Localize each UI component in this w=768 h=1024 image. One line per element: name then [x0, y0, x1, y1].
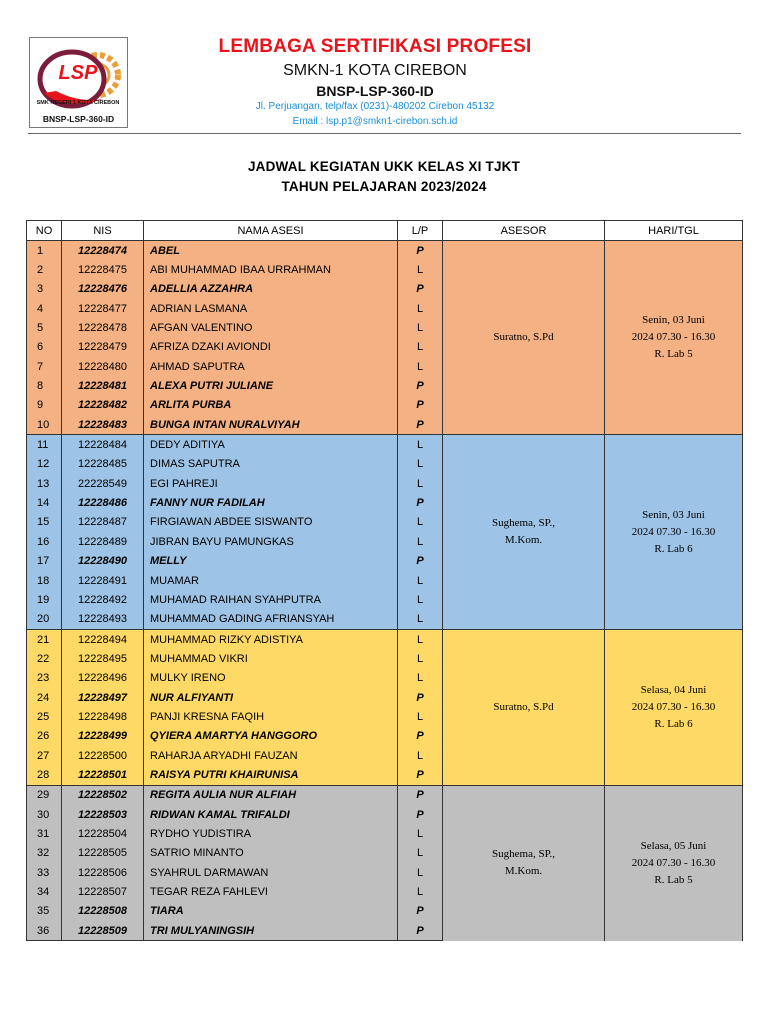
row-name: PANJI KRESNA FAQIH — [144, 707, 398, 726]
row-name: MUAMAR — [144, 571, 398, 590]
row-name: MUHAMMAD GADING AFRIANSYAH — [144, 610, 398, 630]
row-gender: L — [398, 260, 443, 279]
row-name: FIRGIAWAN ABDEE SISWANTO — [144, 513, 398, 532]
row-no: 10 — [27, 415, 62, 435]
row-no: 29 — [27, 785, 62, 805]
row-gender: P — [398, 376, 443, 395]
row-no: 7 — [27, 357, 62, 376]
table-row — [27, 785, 743, 805]
row-gender: P — [398, 765, 443, 785]
row-no: 5 — [27, 318, 62, 337]
row-name: ABI MUHAMMAD IBAA URRAHMAN — [144, 260, 398, 279]
row-nis: 12228483 — [62, 415, 144, 435]
row-no: 19 — [27, 590, 62, 609]
row-nis: 12228496 — [62, 669, 144, 688]
row-nis: 12228503 — [62, 805, 144, 824]
row-nis: 12228478 — [62, 318, 144, 337]
row-gender: L — [398, 824, 443, 843]
row-name: SYAHRUL DARMAWAN — [144, 863, 398, 882]
row-nis: 12228485 — [62, 455, 144, 474]
svg-text:LSP: LSP — [58, 62, 98, 84]
table-row — [27, 629, 743, 649]
logo-caption: BNSP-LSP-360-ID — [42, 114, 115, 124]
row-gender: L — [398, 669, 443, 688]
col-header-name: NAMA ASESI — [144, 221, 398, 241]
row-nis: 22228549 — [62, 474, 144, 493]
row-no: 8 — [27, 376, 62, 395]
asesor-name-line: M.Kom. — [504, 865, 543, 878]
row-nis: 12228474 — [62, 241, 144, 261]
schedule-line: 2024 07.30 - 16.30 — [631, 856, 716, 869]
header-divider — [28, 133, 741, 134]
asesor-name-line: Sughema, SP., — [492, 848, 555, 861]
row-nis: 12228480 — [62, 357, 144, 376]
row-nis: 12228491 — [62, 571, 144, 590]
schedule-line: 2024 07.30 - 16.30 — [631, 700, 716, 713]
row-name: NUR ALFIYANTI — [144, 688, 398, 707]
doc-subtitle: TAHUN PELAJARAN 2023/2024 — [281, 179, 487, 194]
row-gender: P — [398, 785, 443, 805]
row-name: BUNGA INTAN NURALVIYAH — [144, 415, 398, 435]
schedule-cell — [605, 435, 743, 629]
school-name: SMKN-1 KOTA CIREBON — [283, 62, 467, 79]
row-gender: L — [398, 629, 443, 649]
row-name: ADRIAN LASMANA — [144, 299, 398, 318]
row-gender: L — [398, 318, 443, 337]
row-no: 3 — [27, 280, 62, 299]
row-nis: 12228479 — [62, 338, 144, 357]
row-gender: P — [398, 280, 443, 299]
row-nis: 12228501 — [62, 765, 144, 785]
row-no: 24 — [27, 688, 62, 707]
row-name: FANNY NUR FADILAH — [144, 493, 398, 512]
row-gender: L — [398, 649, 443, 668]
row-no: 32 — [27, 844, 62, 863]
row-name: QYIERA AMARTYA HANGGORO — [144, 727, 398, 746]
row-gender: P — [398, 727, 443, 746]
row-nis: 12228492 — [62, 590, 144, 609]
row-gender: P — [398, 415, 443, 435]
row-nis: 12228504 — [62, 824, 144, 843]
row-nis: 12228482 — [62, 396, 144, 415]
row-nis: 12228507 — [62, 882, 144, 901]
row-name: MULKY IRENO — [144, 669, 398, 688]
row-name: AFGAN VALENTINO — [144, 318, 398, 337]
col-header-asesor: ASESOR — [443, 221, 605, 241]
lsp-logo — [29, 37, 128, 128]
row-gender: L — [398, 863, 443, 882]
address: Jl. Perjuangan, telp/fax (0231)-480202 Cirebon 45132 — [255, 101, 495, 112]
row-no: 6 — [27, 338, 62, 357]
lsp-code: BNSP-LSP-360-ID — [316, 83, 434, 99]
row-name: TEGAR REZA FAHLEVI — [144, 882, 398, 901]
row-name: DIMAS SAPUTRA — [144, 455, 398, 474]
doc-title: JADWAL KEGIATAN UKK KELAS XI TJKT — [247, 159, 521, 174]
row-name: JIBRAN BAYU PAMUNGKAS — [144, 532, 398, 551]
row-no: 12 — [27, 455, 62, 474]
row-no: 17 — [27, 552, 62, 571]
row-name: MUHAMAD RAIHAN SYAHPUTRA — [144, 590, 398, 609]
row-name: RAHARJA ARYADHI FAUZAN — [144, 746, 398, 765]
row-gender: P — [398, 241, 443, 261]
row-gender: P — [398, 805, 443, 824]
row-name: ALEXA PUTRI JULIANE — [144, 376, 398, 395]
row-nis: 12228497 — [62, 688, 144, 707]
row-no: 36 — [27, 921, 62, 941]
row-gender: L — [398, 610, 443, 630]
row-nis: 12228476 — [62, 280, 144, 299]
row-nis: 12228484 — [62, 435, 144, 455]
row-name: ARLITA PURBA — [144, 396, 398, 415]
row-no: 1 — [27, 241, 62, 261]
row-no: 20 — [27, 610, 62, 630]
row-nis: 12228498 — [62, 707, 144, 726]
row-no: 13 — [27, 474, 62, 493]
schedule-line: R. Lab 5 — [654, 348, 693, 361]
row-nis: 12228489 — [62, 532, 144, 551]
row-no: 4 — [27, 299, 62, 318]
row-no: 14 — [27, 493, 62, 512]
asesor-name-line: Suratno, S.Pd — [493, 700, 554, 713]
schedule-cell — [605, 629, 743, 785]
asesor-cell — [443, 629, 605, 785]
row-name: DEDY ADITIYA — [144, 435, 398, 455]
schedule-line: Selasa, 04 Juni — [640, 683, 707, 696]
lsp-emblem-icon — [34, 41, 124, 113]
row-no: 28 — [27, 765, 62, 785]
row-name: TRI MULYANINGSIH — [144, 921, 398, 941]
row-gender: L — [398, 532, 443, 551]
asesor-cell — [443, 241, 605, 435]
row-gender: L — [398, 590, 443, 609]
row-name: TIARA — [144, 902, 398, 921]
row-nis: 12228508 — [62, 902, 144, 921]
row-name: ABEL — [144, 241, 398, 261]
row-name: AFRIZA DZAKI AVIONDI — [144, 338, 398, 357]
asesor-cell — [443, 435, 605, 629]
row-gender: P — [398, 921, 443, 941]
row-no: 27 — [27, 746, 62, 765]
row-name: MELLY — [144, 552, 398, 571]
row-no: 9 — [27, 396, 62, 415]
row-nis: 12228502 — [62, 785, 144, 805]
table-header-row — [27, 221, 743, 241]
row-gender: L — [398, 707, 443, 726]
row-gender: L — [398, 455, 443, 474]
schedule-line: 2024 07.30 - 16.30 — [631, 525, 716, 538]
schedule-line: R. Lab 6 — [654, 542, 693, 555]
col-header-date: HARI/TGL — [605, 221, 743, 241]
row-nis: 12228509 — [62, 921, 144, 941]
table-body — [27, 241, 743, 941]
row-nis: 12228490 — [62, 552, 144, 571]
row-nis: 12228506 — [62, 863, 144, 882]
row-no: 30 — [27, 805, 62, 824]
row-no: 31 — [27, 824, 62, 843]
row-name: EGI PAHREJI — [144, 474, 398, 493]
row-gender: L — [398, 746, 443, 765]
row-no: 34 — [27, 882, 62, 901]
col-header-nis: NIS — [62, 221, 144, 241]
row-no: 18 — [27, 571, 62, 590]
row-gender: P — [398, 396, 443, 415]
schedule-line: Senin, 03 Juni — [642, 314, 705, 327]
row-name: REGITA AULIA NUR ALFIAH — [144, 785, 398, 805]
schedule-cell — [605, 785, 743, 941]
email: Email : lsp.p1@smkn1-cirebon.sch.id — [292, 116, 458, 127]
row-nis: 12228494 — [62, 629, 144, 649]
row-gender: L — [398, 571, 443, 590]
row-no: 15 — [27, 513, 62, 532]
row-nis: 12228499 — [62, 727, 144, 746]
row-name: RYDHO YUDISTIRA — [144, 824, 398, 843]
row-gender: L — [398, 357, 443, 376]
table-row — [27, 435, 743, 455]
schedule-line: R. Lab 6 — [654, 717, 693, 730]
col-header-lp: L/P — [398, 221, 443, 241]
svg-text:SMK NEGERI 1 KOTA CIREBON: SMK NEGERI 1 KOTA CIREBON — [36, 100, 120, 106]
schedule-line: 2024 07.30 - 16.30 — [631, 331, 716, 344]
schedule-line: Selasa, 05 Juni — [640, 839, 707, 852]
row-no: 33 — [27, 863, 62, 882]
row-gender: P — [398, 552, 443, 571]
row-name: SATRIO MINANTO — [144, 844, 398, 863]
row-gender: P — [398, 493, 443, 512]
row-no: 35 — [27, 902, 62, 921]
row-name: AHMAD SAPUTRA — [144, 357, 398, 376]
row-gender: L — [398, 474, 443, 493]
row-nis: 12228486 — [62, 493, 144, 512]
row-no: 2 — [27, 260, 62, 279]
row-no: 16 — [27, 532, 62, 551]
asesor-name-line: Suratno, S.Pd — [493, 331, 554, 344]
row-gender: L — [398, 882, 443, 901]
row-no: 11 — [27, 435, 62, 455]
row-gender: P — [398, 902, 443, 921]
row-nis: 12228505 — [62, 844, 144, 863]
row-nis: 12228500 — [62, 746, 144, 765]
row-name: ADELLIA AZZAHRA — [144, 280, 398, 299]
row-gender: L — [398, 435, 443, 455]
row-no: 25 — [27, 707, 62, 726]
row-nis: 12228493 — [62, 610, 144, 630]
row-name: RAISYA PUTRI KHAIRUNISA — [144, 765, 398, 785]
row-nis: 12228477 — [62, 299, 144, 318]
row-nis: 12228487 — [62, 513, 144, 532]
schedule-cell — [605, 241, 743, 435]
row-nis: 12228481 — [62, 376, 144, 395]
schedule-table — [26, 220, 743, 941]
row-gender: L — [398, 513, 443, 532]
row-nis: 12228475 — [62, 260, 144, 279]
col-header-no: NO — [27, 221, 62, 241]
asesor-cell — [443, 785, 605, 941]
row-gender: L — [398, 299, 443, 318]
row-no: 21 — [27, 629, 62, 649]
schedule-line: Senin, 03 Juni — [642, 508, 705, 521]
row-gender: L — [398, 338, 443, 357]
asesor-name-line: Sughema, SP., — [492, 517, 555, 530]
asesor-name-line: M.Kom. — [504, 534, 543, 547]
table-row — [27, 241, 743, 261]
row-nis: 12228495 — [62, 649, 144, 668]
org-name: LEMBAGA SERTIFIKASI PROFESI — [218, 36, 532, 57]
row-no: 23 — [27, 669, 62, 688]
schedule-line: R. Lab 5 — [654, 873, 693, 886]
row-name: RIDWAN KAMAL TRIFALDI — [144, 805, 398, 824]
row-name: MUHAMMAD VIKRI — [144, 649, 398, 668]
row-no: 22 — [27, 649, 62, 668]
row-no: 26 — [27, 727, 62, 746]
row-gender: P — [398, 688, 443, 707]
row-name: MUHAMMAD RIZKY ADISTIYA — [144, 629, 398, 649]
row-gender: L — [398, 844, 443, 863]
